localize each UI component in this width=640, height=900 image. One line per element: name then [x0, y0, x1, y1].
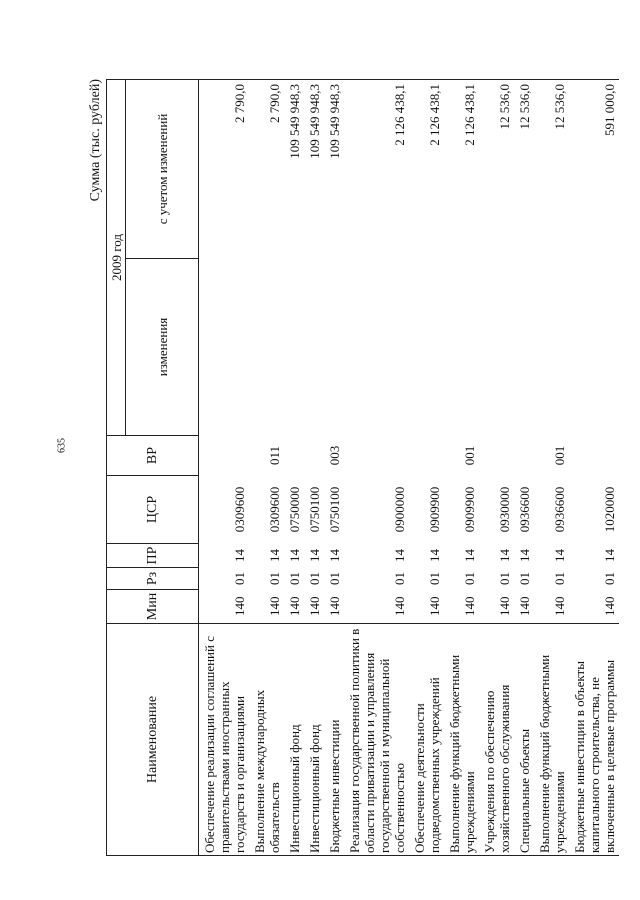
row-name: Реализация государственной политики в области приватизации и управления государственной и муниципальной собственностью: [344, 624, 409, 856]
row-name: Выполнение международных обязательств: [249, 624, 284, 856]
row-total: 12 536,0: [534, 80, 569, 259]
header-with-changes: с учетом изменений: [126, 80, 199, 259]
row-rz: 01: [602, 572, 617, 585]
row-min: 140: [517, 596, 532, 616]
row-changes: [569, 259, 619, 436]
table-header: [107, 80, 199, 856]
row-csr: 0750100: [307, 486, 322, 533]
row-pr: 14: [602, 549, 617, 562]
row-min: 140: [462, 596, 477, 616]
row-total: 2 790,0: [199, 80, 250, 259]
header-csr: ЦСР: [107, 476, 199, 544]
row-csr: 0309600: [267, 486, 282, 533]
row-total: 109 549 948,3: [324, 80, 344, 259]
row-rz: 01: [287, 572, 302, 585]
row-rz: 01: [497, 572, 512, 585]
row-pr: 14: [497, 549, 512, 562]
row-vr: [409, 436, 444, 476]
row-csr: 0909900: [462, 486, 477, 533]
row-name: Учреждения по обеспечению хозяйственного обслуживания: [479, 624, 514, 856]
row-name: Обеспечение реализации соглашений с правительствами иностранных государств и организациями: [199, 624, 250, 856]
row-csr: 0909900: [427, 486, 442, 533]
row-vr: [569, 436, 619, 476]
row-changes: [514, 259, 534, 436]
row-vr: [199, 436, 250, 476]
row-vr: [344, 436, 409, 476]
row-changes: [199, 259, 250, 436]
budget-table: [106, 79, 619, 856]
row-csr: 0750000: [287, 486, 302, 533]
row-vr: 003: [327, 445, 342, 466]
row-rz: 01: [462, 572, 477, 585]
row-name: Обеспечение деятельности подведомственных учреждений: [409, 624, 444, 856]
units-label: Сумма (тыс. рублей): [88, 79, 103, 202]
row-total: 2 126 438,1: [344, 80, 409, 259]
row-csr: 0936600: [517, 486, 532, 533]
row-pr: 14: [232, 549, 247, 562]
row-changes: [409, 259, 444, 436]
row-name: Инвестиционный фонд: [284, 624, 304, 856]
row-pr: 14: [287, 549, 302, 562]
row-total: 109 549 948,3: [304, 80, 324, 259]
row-vr: [479, 436, 514, 476]
row-csr: 0900000: [392, 486, 407, 533]
row-min: 140: [267, 596, 282, 616]
row-vr: [284, 436, 304, 476]
row-pr: 14: [307, 549, 322, 562]
header-rz: Рз: [107, 568, 199, 590]
row-rz: 01: [327, 572, 342, 585]
row-total: 12 536,0: [479, 80, 514, 259]
row-name: Бюджетные инвестиции: [324, 624, 344, 856]
row-pr: 14: [327, 549, 342, 562]
row-pr: 14: [267, 549, 282, 562]
row-min: 140: [287, 596, 302, 616]
table-row: [479, 80, 514, 856]
table-row: [324, 80, 344, 856]
table-body: [199, 80, 620, 856]
row-vr: [304, 436, 324, 476]
table-row: [569, 80, 619, 856]
table-row: [344, 80, 409, 856]
row-vr: [514, 436, 534, 476]
row-rz: 01: [232, 572, 247, 585]
row-rz: 01: [427, 572, 442, 585]
table-row: [514, 80, 534, 856]
row-min: 140: [307, 596, 322, 616]
row-total: 2 126 438,1: [444, 80, 479, 259]
rotated-table-area: [84, 76, 617, 856]
row-vr: 011: [267, 445, 282, 466]
header-year: 2009 год: [107, 80, 126, 436]
row-vr: 001: [552, 445, 567, 466]
header-vr: ВР: [107, 436, 199, 476]
row-changes: [249, 259, 284, 436]
row-changes: [324, 259, 344, 436]
row-rz: 01: [267, 572, 282, 585]
row-min: 140: [497, 596, 512, 616]
row-min: 140: [232, 596, 247, 616]
row-changes: [304, 259, 324, 436]
row-rz: 01: [552, 572, 567, 585]
row-changes: [534, 259, 569, 436]
row-changes: [479, 259, 514, 436]
header-pr: ПР: [107, 544, 199, 568]
row-total: 12 536,0: [514, 80, 534, 259]
header-changes: изменения: [126, 259, 199, 436]
row-csr: 0750100: [327, 486, 342, 533]
row-rz: 01: [392, 572, 407, 585]
row-rz: 01: [517, 572, 532, 585]
row-name: Инвестиционный фонд: [304, 624, 324, 856]
row-pr: 14: [392, 549, 407, 562]
row-min: 140: [327, 596, 342, 616]
row-changes: [284, 259, 304, 436]
row-pr: 14: [462, 549, 477, 562]
table-row: [304, 80, 324, 856]
row-pr: 14: [517, 549, 532, 562]
table-row: [534, 80, 569, 856]
row-name: Выполнение функций бюджетными учреждениями: [444, 624, 479, 856]
row-total: 591 000,0: [569, 80, 619, 259]
row-changes: [444, 259, 479, 436]
row-csr: 1020000: [602, 486, 617, 533]
header-name: Наименование: [107, 624, 199, 856]
row-csr: 0309600: [232, 486, 247, 533]
row-pr: 14: [552, 549, 567, 562]
table-row: [409, 80, 444, 856]
table-row: [284, 80, 304, 856]
row-min: 140: [427, 596, 442, 616]
table-row: [444, 80, 479, 856]
table-row: [199, 80, 250, 856]
row-csr: 0930000: [497, 486, 512, 533]
header-min: Мин: [107, 590, 199, 624]
row-name: Бюджетные инвестиции в объекты капитального строительства, не включенные в целевые программы: [569, 624, 619, 856]
row-total: 2 790,0: [249, 80, 284, 259]
table-row: [249, 80, 284, 856]
row-min: 140: [552, 596, 567, 616]
row-pr: 14: [427, 549, 442, 562]
row-rz: 01: [307, 572, 322, 585]
row-total: 109 549 948,3: [284, 80, 304, 259]
row-name: Специальные объекты: [514, 624, 534, 856]
row-csr: 0936600: [552, 486, 567, 533]
row-vr: 001: [462, 445, 477, 466]
page-number: 635: [56, 438, 68, 453]
row-total: 2 126 438,1: [409, 80, 444, 259]
row-name: Выполнение функций бюджетными учреждениями: [534, 624, 569, 856]
row-changes: [344, 259, 409, 436]
row-min: 140: [602, 596, 617, 616]
row-min: 140: [392, 596, 407, 616]
